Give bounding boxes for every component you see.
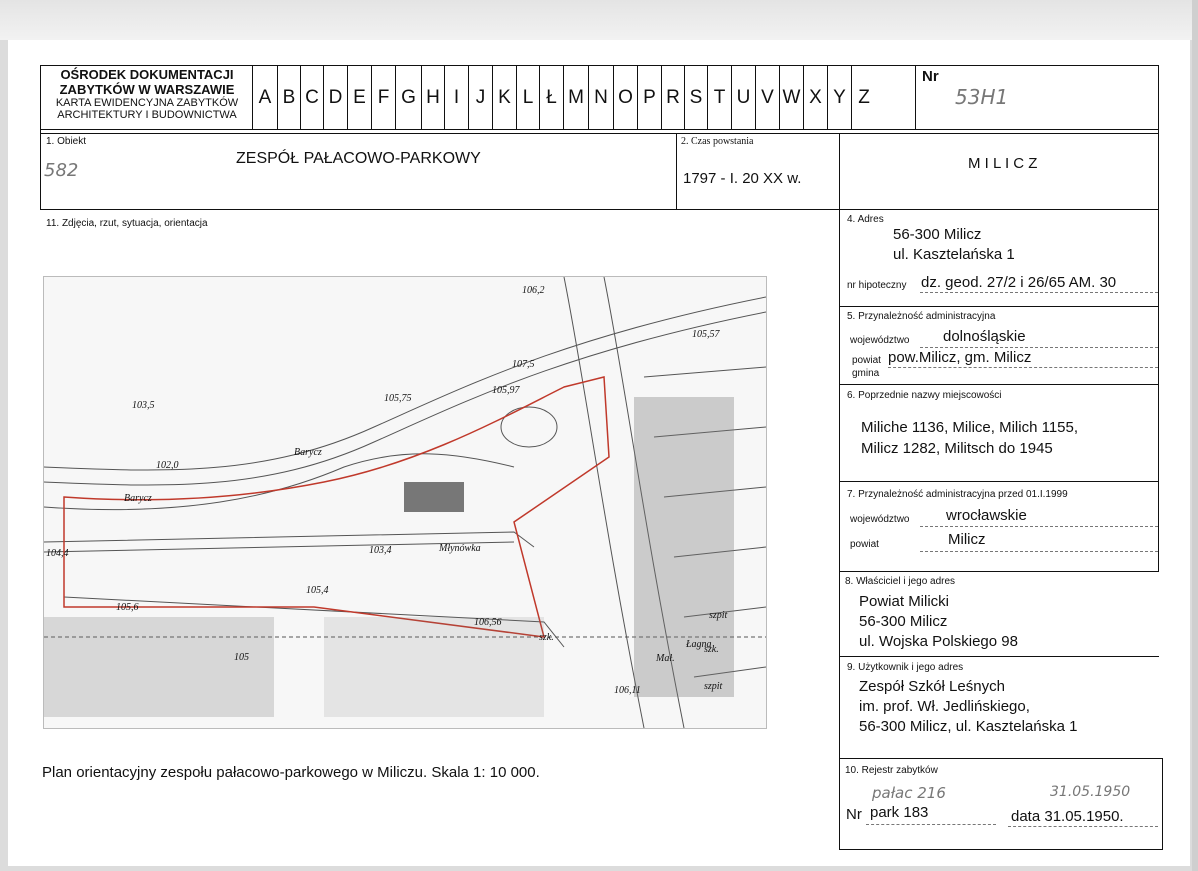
- map-label: 103,5: [132, 400, 155, 411]
- letter-C: C: [300, 66, 323, 129]
- rejestr-nr-label: Nr: [846, 806, 862, 823]
- adres-line1: 56-300 Milicz: [893, 226, 982, 243]
- map-label: Łagna: [686, 639, 712, 650]
- letter-W: W: [779, 66, 803, 129]
- map-caption: Plan orientacyjny zespołu pałacowo-parkowego w Miliczu. Skala 1: 10 000.: [42, 764, 540, 781]
- uzytkownik-line3: 56-300 Milicz, ul. Kasztelańska 1: [859, 718, 1078, 735]
- map-label: Mał.: [656, 653, 675, 664]
- letter-N: N: [588, 66, 613, 129]
- wlasciciel-line2: 56-300 Milicz: [859, 613, 948, 630]
- map-label: Młynówka: [439, 543, 481, 554]
- map-label: 106,56: [474, 617, 502, 628]
- letter-I: I: [444, 66, 468, 129]
- card-left-border: [40, 65, 41, 209]
- obiekt-handwritten: 582: [44, 160, 79, 181]
- map-label: Barycz: [294, 447, 322, 458]
- letter-O: O: [613, 66, 637, 129]
- map-label: 106,11: [614, 685, 641, 696]
- map-label: 104,4: [46, 548, 69, 559]
- scan-edge: [1192, 0, 1198, 871]
- dotted-line: [888, 367, 1158, 368]
- letter-U: U: [731, 66, 755, 129]
- letter-J: J: [468, 66, 492, 129]
- adres-label: 4. Adres: [847, 214, 884, 225]
- hipoteczny-value: dz. geod. 27/2 i 26/65 AM. 30: [921, 274, 1117, 291]
- divider: [839, 306, 1159, 307]
- rejestr-date: data 31.05.1950.: [1011, 808, 1124, 825]
- wlasciciel-line1: Powiat Milicki: [859, 593, 950, 610]
- letter-Z: Z: [851, 66, 876, 129]
- letter-M: M: [563, 66, 588, 129]
- card-type-1: KARTA EWIDENCYJNA ZABYTKÓW: [55, 97, 239, 109]
- card-right-border: [1158, 65, 1159, 571]
- letter-Ł: Ł: [539, 66, 563, 129]
- letter-L: L: [516, 66, 539, 129]
- divider: [915, 65, 916, 130]
- przed1999-label: 7. Przynależność administracyjna przed 01.I.1999: [847, 489, 1068, 500]
- powiat-label-old: powiat: [850, 539, 879, 550]
- poprzednie-line1: Miliche 1136, Milice, Milich 1155,: [861, 419, 1079, 436]
- hipoteczny-label: nr hipoteczny: [847, 280, 907, 291]
- map-label: Barycz: [124, 493, 152, 504]
- poprzednie-label: 6. Poprzednie nazwy miejscowości: [847, 390, 1002, 401]
- institution-block: [42, 67, 252, 128]
- letter-E: E: [347, 66, 371, 129]
- uzytkownik-line1: Zespół Szkół Leśnych: [859, 678, 1005, 695]
- divider: [40, 133, 1159, 134]
- park-boundary: [64, 377, 609, 637]
- map-label: 107,5: [512, 359, 535, 370]
- map-label: szk.: [704, 644, 719, 655]
- letter-K: K: [492, 66, 516, 129]
- institution-name-2: ZABYTKÓW W WARSZAWIE: [59, 82, 235, 97]
- map-label: 105,4: [306, 585, 329, 596]
- poprzednie-line2: Milicz 1282, Militsch do 1945: [861, 440, 1053, 457]
- letter-X: X: [803, 66, 827, 129]
- divider: [839, 133, 840, 849]
- letter-D: D: [323, 66, 347, 129]
- letter-P: P: [637, 66, 661, 129]
- woj-label-old: województwo: [850, 514, 910, 525]
- letter-index: [252, 66, 876, 129]
- card-type-2: ARCHITEKTURY I BUDOWNICTWA: [57, 109, 237, 121]
- map-label: 105,75: [384, 393, 412, 404]
- woj-value: dolnośląskie: [943, 328, 1026, 345]
- institution-name-1: OŚRODEK DOKUMENTACJI: [60, 67, 234, 82]
- woj-value-old: wrocławskie: [946, 507, 1027, 524]
- rejestr-hand-date: 31.05.1950: [1050, 784, 1131, 800]
- uzytkownik-line2: im. prof. Wł. Jedlińskiego,: [859, 698, 1030, 715]
- dotted-line: [866, 824, 996, 825]
- map-label: 105,97: [492, 385, 520, 396]
- rejestr-nr-value: park 183: [870, 804, 929, 821]
- obiekt-value: ZESPÓŁ PAŁACOWO-PARKOWY: [236, 150, 481, 167]
- letter-B: B: [277, 66, 300, 129]
- divider: [839, 571, 1159, 572]
- map-label: 102,0: [156, 460, 179, 471]
- map-label: 105: [234, 652, 249, 663]
- divider: [839, 384, 1159, 385]
- nr-handwritten: 53H1: [955, 85, 1009, 109]
- letter-A: A: [252, 66, 277, 129]
- dotted-line: [920, 292, 1158, 293]
- czas-value: 1797 - I. 20 XX w.: [683, 170, 802, 187]
- scan-background: [0, 0, 1198, 40]
- powiat-label: powiat: [852, 355, 881, 366]
- przynaleznosc-label: 5. Przynależność administracyjna: [847, 311, 996, 322]
- dotted-line: [1008, 826, 1158, 827]
- wlasciciel-line3: ul. Wojska Polskiego 98: [859, 633, 1018, 650]
- rejestr-label: 10. Rejestr zabytków: [845, 765, 938, 776]
- dotted-line: [920, 551, 1158, 552]
- rejestr-hand-nr: pałac 216: [872, 784, 946, 802]
- czas-label: 2. Czas powstania: [681, 136, 754, 147]
- letter-Y: Y: [827, 66, 851, 129]
- letter-H: H: [421, 66, 444, 129]
- powiat-value-old: Milicz: [948, 531, 986, 548]
- powiat-value: pow.Milicz, gm. Milicz: [888, 349, 1032, 366]
- map-label: 103,4: [369, 545, 392, 556]
- map-label: 105,57: [692, 329, 720, 340]
- dotted-line: [920, 347, 1158, 348]
- gmina-label: gmina: [852, 368, 880, 379]
- miejscowosc-value: M I L I C Z: [968, 155, 1038, 172]
- letter-S: S: [684, 66, 707, 129]
- zdjecia-label: 11. Zdjęcia, rzut, sytuacja, orientacja: [46, 218, 208, 229]
- obiekt-label: 1. Obiekt: [46, 136, 87, 147]
- map-label: szk.: [539, 632, 554, 643]
- nr-label: Nr: [922, 68, 939, 85]
- dotted-line: [920, 526, 1158, 527]
- letter-V: V: [755, 66, 779, 129]
- site-map: [43, 276, 767, 729]
- map-label: szpit: [704, 681, 723, 692]
- divider: [40, 209, 1159, 210]
- uzytkownik-label: 9. Użytkownik i jego adres: [847, 662, 964, 673]
- letter-G: G: [395, 66, 421, 129]
- map-label: szpit: [709, 610, 728, 621]
- divider: [839, 481, 1159, 482]
- woj-label: województwo: [850, 335, 910, 346]
- map-label: 105,6: [116, 602, 139, 613]
- divider: [676, 133, 677, 209]
- letter-R: R: [661, 66, 684, 129]
- adres-line2: ul. Kasztelańska 1: [893, 246, 1015, 263]
- wlasciciel-label: 8. Właściciel i jego adres: [845, 576, 956, 587]
- divider: [839, 656, 1159, 657]
- map-label: 106,2: [522, 285, 545, 296]
- letter-F: F: [371, 66, 395, 129]
- letter-T: T: [707, 66, 731, 129]
